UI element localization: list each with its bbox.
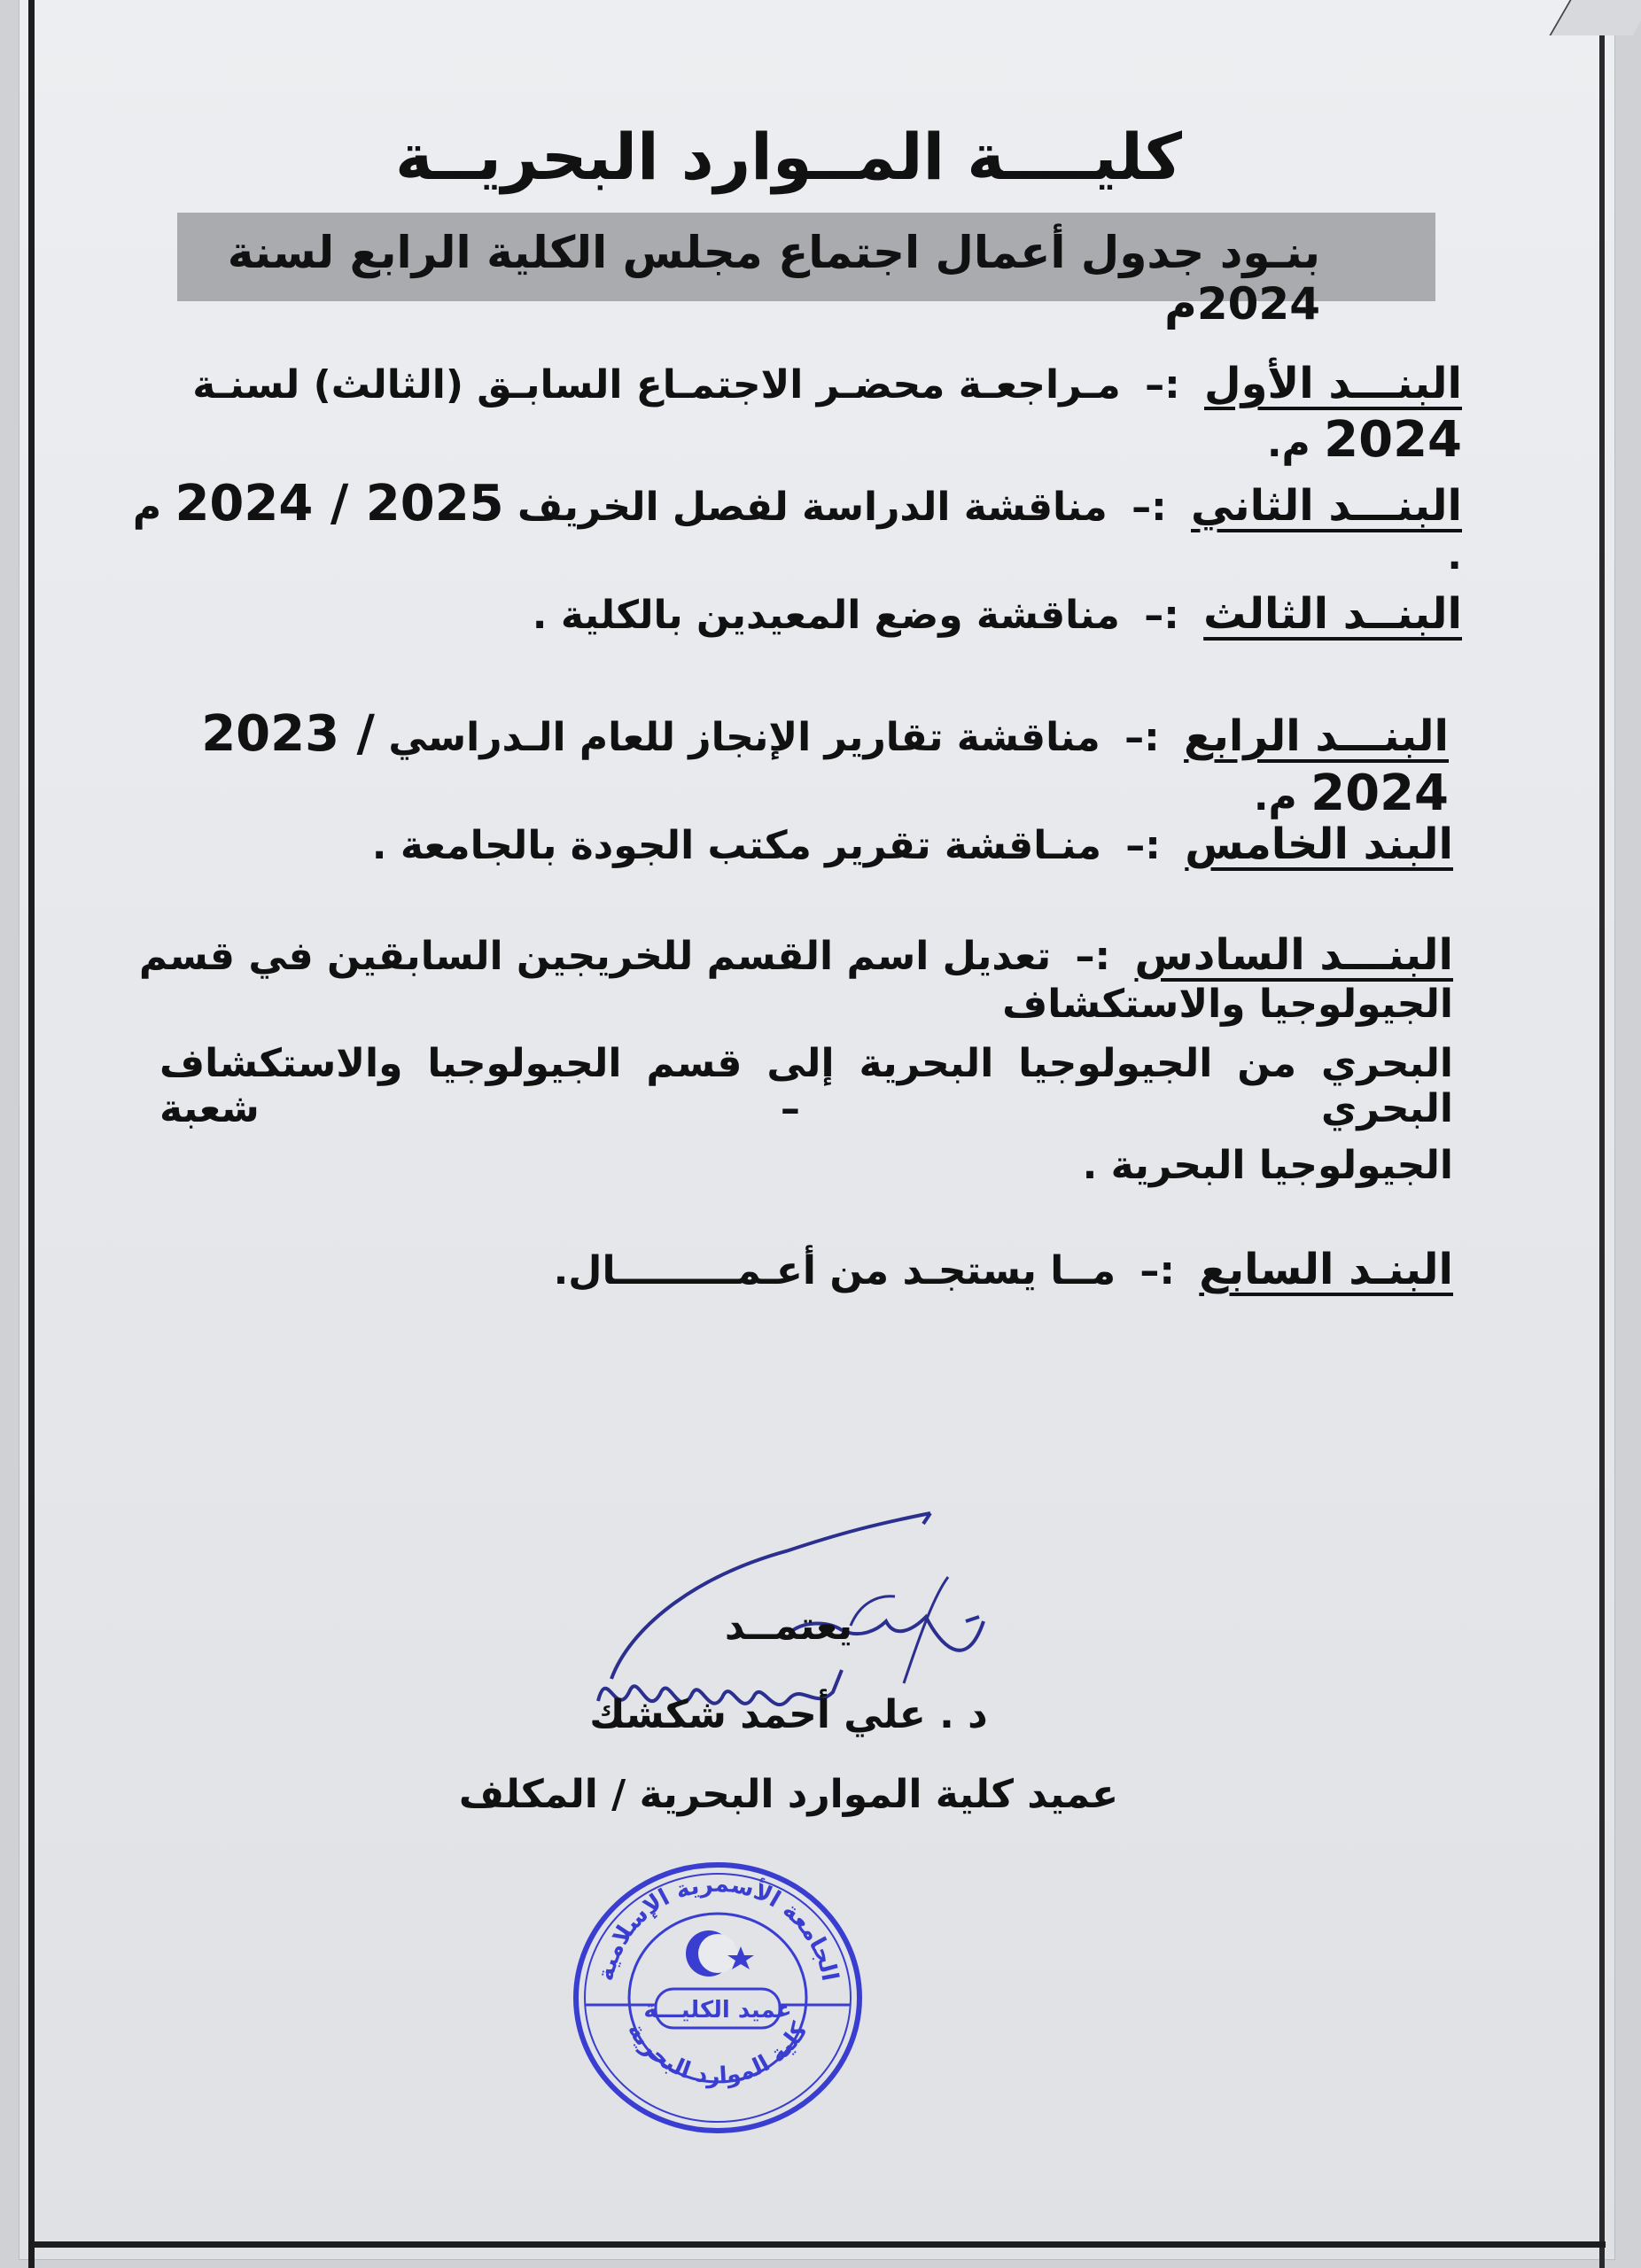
item-text: منـاقشة تقرير مكتب الجودة بالجامعة . — [371, 823, 1101, 868]
item-suffix: م. — [1266, 420, 1310, 466]
item-label: البنـــد السادس — [1134, 930, 1453, 980]
agenda-item-7 — [106, 1245, 1453, 1296]
page-border-right — [1599, 35, 1605, 2268]
signer-role: عميد كلية الموارد البحرية / المكلف — [458, 1772, 1119, 1817]
stamp-center-text: عميد الكليـــة — [643, 1997, 792, 2023]
item-label: البنـــد الثاني — [1191, 481, 1462, 531]
item-separator: :– — [1132, 485, 1167, 530]
item-label: البنــد الثالث — [1203, 589, 1462, 639]
item-suffix: م. — [1253, 774, 1297, 820]
item-separator: :– — [1139, 1248, 1175, 1293]
stamp-outer-text: الجامعة الأسمرية الإسلامية — [592, 1870, 844, 1984]
item-separator: :– — [1125, 823, 1161, 868]
item-separator: :– — [1144, 593, 1179, 638]
college-title: كليــــة المــوارد البحريــة — [394, 120, 1182, 194]
item-text: مناقشة الدراسة لفصل الخريف — [517, 485, 1108, 530]
item-text: تعديل اسم القسم للخريجين السابقين في قسم الجيولوجيا والاستكشاف — [138, 934, 1453, 1027]
agenda-item-6 — [106, 930, 1453, 1028]
stamp-bottom-text: كلية الموارد البحرية — [621, 2017, 814, 2090]
item-label: البنـــد الأول — [1204, 359, 1462, 408]
item-label: البنـد السابع — [1199, 1245, 1453, 1294]
item-text: مناقشة تقارير الإنجاز للعام الـدراسي — [388, 715, 1100, 760]
agenda-item-6-line-2: البحري من الجيولوجيا البحرية إلى قسم الجيولوجيا والاستكشاف البحري – شعبة — [159, 1041, 1453, 1131]
agenda-title: بنـود جدول أعمال اجتماع مجلس الكلية الرابع لسنة 2024م — [227, 227, 1320, 330]
item-label: البنـــد الرابع — [1184, 711, 1449, 761]
item-separator: :– — [1145, 362, 1180, 408]
agenda-item-4 — [102, 704, 1449, 823]
item-separator: :– — [1124, 715, 1160, 760]
approval-label: يعتمــد — [724, 1604, 853, 1649]
agenda-item-5 — [106, 819, 1453, 871]
item-text: مناقشة وضع المعيدين بالكلية . — [532, 593, 1120, 638]
page-border-left — [28, 0, 35, 2268]
item-separator: :– — [1075, 934, 1111, 979]
item-text: مـراجعـة محضـر الاجتمـاع السابـق (الثالث) لسنـة — [192, 362, 1121, 408]
item-year: 2024 / 2025 — [175, 475, 504, 532]
item-year: 2023 / 2024 — [201, 705, 1449, 823]
item-suffix: م . — [132, 485, 1462, 579]
item-text: مــا يستجـد من أعـمـــــــــال. — [553, 1248, 1116, 1293]
signer-name: د . علي أحمد شكشك — [589, 1692, 988, 1737]
official-stamp — [567, 1856, 868, 2140]
crescent-star-icon — [686, 1930, 754, 1977]
agenda-item-3 — [115, 589, 1462, 641]
agenda-item-6-line-3: الجيولوجيا البحرية . — [1082, 1143, 1453, 1188]
agenda-item-1 — [115, 359, 1462, 470]
document-body — [115, 106, 1462, 2144]
item-label: البند الخامس — [1185, 819, 1453, 869]
page-border-bottom — [28, 2241, 1606, 2248]
agenda-item-2 — [115, 474, 1462, 580]
item-year: 2024 — [1324, 410, 1462, 469]
